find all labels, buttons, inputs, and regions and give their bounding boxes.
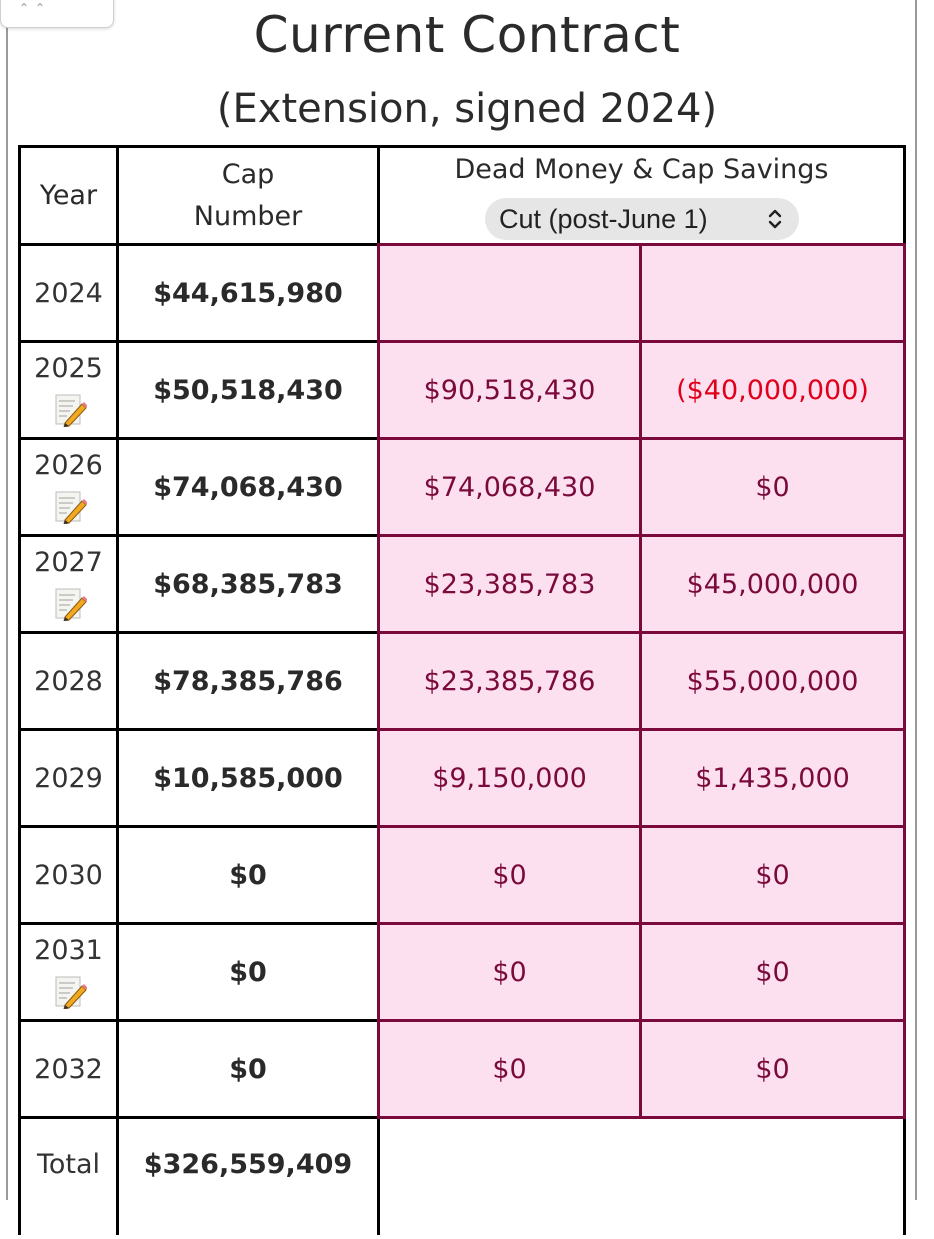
year-cell	[21, 925, 116, 1019]
dead-money-cell	[380, 440, 639, 534]
dead-money-value: $9,150,000	[432, 762, 587, 794]
scenario-select-value: Cut (post-June 1)	[499, 203, 708, 234]
year-cell	[21, 343, 116, 437]
year-label: 2028	[34, 665, 103, 697]
dead-money-cell	[380, 1022, 639, 1116]
header-year-label: Year	[39, 179, 98, 211]
header-dead-money	[380, 148, 903, 243]
year-cell	[21, 828, 116, 922]
dead-money-value: $0	[492, 956, 527, 988]
cap-savings-cell	[642, 925, 903, 1019]
pink-col-divider	[639, 243, 642, 1119]
cap-number-cell	[119, 343, 377, 437]
cap-savings-cell	[642, 246, 903, 340]
cap-savings-cell	[642, 1022, 903, 1116]
dead-money-value: $23,385,783	[423, 568, 596, 600]
year-label: 2024	[34, 277, 103, 309]
header-cap-number	[119, 148, 377, 243]
cap-savings-cell	[642, 440, 903, 534]
year-cell	[21, 440, 116, 534]
cap-number-value: $50,518,430	[153, 374, 343, 406]
year-cell	[21, 1022, 116, 1116]
chevron-icon: ⌃⌃	[19, 1, 52, 15]
dead-money-value: $74,068,430	[423, 471, 596, 503]
pink-col-divider	[903, 243, 906, 1119]
dead-money-value: $0	[492, 859, 527, 891]
year-cell	[21, 537, 116, 631]
memo-pencil-icon[interactable]	[55, 587, 87, 621]
total-label: Total	[36, 1149, 101, 1180]
year-cell	[21, 246, 116, 340]
dead-money-cell	[380, 634, 639, 728]
year-cell	[21, 634, 116, 728]
cap-savings-cell	[642, 828, 903, 922]
page-subtitle: (Extension, signed 2024)	[216, 86, 718, 132]
select-arrows-icon	[767, 204, 783, 234]
page-frame-left	[6, 0, 8, 1200]
cap-number-cell	[119, 634, 377, 728]
cap-savings-cell	[642, 343, 903, 437]
year-label: 2026	[34, 450, 103, 481]
pink-col-divider	[377, 243, 380, 1119]
cap-savings-value: ($40,000,000)	[676, 374, 869, 406]
dead-money-cell	[380, 537, 639, 631]
year-cell	[21, 731, 116, 825]
cap-savings-value: $0	[755, 956, 790, 988]
page-title: Current Contract	[253, 6, 681, 64]
contract-table	[18, 145, 906, 1235]
year-label: 2032	[34, 1053, 103, 1085]
cap-savings-value: $1,435,000	[695, 762, 850, 794]
cap-savings-value: $0	[755, 471, 790, 503]
page-frame-right	[915, 0, 917, 1200]
year-label: 2025	[34, 353, 103, 384]
memo-pencil-icon[interactable]	[55, 490, 87, 524]
cap-number-cell	[119, 925, 377, 1019]
total-empty-cell	[380, 1119, 903, 1239]
cap-savings-value: $0	[755, 1053, 790, 1085]
dead-money-value: $23,385,786	[423, 665, 596, 697]
total-cap-cell	[119, 1119, 377, 1239]
dead-money-value: $90,518,430	[423, 374, 596, 406]
cap-savings-cell	[642, 537, 903, 631]
cap-number-value: $44,615,980	[153, 277, 343, 309]
total-cap-value: $326,559,409	[143, 1149, 353, 1180]
cap-savings-cell	[642, 634, 903, 728]
header-year	[21, 148, 116, 243]
dead-money-cell	[380, 731, 639, 825]
cap-number-value: $74,068,430	[153, 471, 343, 503]
dead-money-cell	[380, 925, 639, 1019]
cap-number-cell	[119, 731, 377, 825]
cap-number-value: $68,385,783	[153, 568, 343, 600]
scenario-select[interactable]	[485, 198, 799, 240]
dead-money-cell	[380, 828, 639, 922]
total-label-cell	[21, 1119, 116, 1239]
year-label: 2031	[34, 935, 103, 966]
cap-number-value: $0	[229, 859, 267, 891]
cap-number-cell	[119, 537, 377, 631]
memo-pencil-icon[interactable]	[55, 975, 87, 1009]
cap-number-value: $78,385,786	[153, 665, 343, 697]
dead-money-cell	[380, 343, 639, 437]
cap-number-value: $10,585,000	[153, 762, 343, 794]
header-dead-money-label: Dead Money & Cap Savings	[454, 154, 829, 185]
cap-savings-value: $0	[755, 859, 790, 891]
header-cap-label-line2: Number	[193, 200, 303, 232]
cap-savings-value: $45,000,000	[686, 568, 859, 600]
cap-savings-cell	[642, 731, 903, 825]
cap-number-cell	[119, 828, 377, 922]
year-label: 2029	[34, 762, 103, 794]
year-label: 2030	[34, 859, 103, 891]
cap-number-cell	[119, 246, 377, 340]
dead-money-value: $0	[492, 1053, 527, 1085]
cap-number-cell	[119, 440, 377, 534]
year-label: 2027	[34, 547, 103, 578]
dead-money-cell	[380, 246, 639, 340]
memo-pencil-icon[interactable]	[55, 393, 87, 427]
cap-number-value: $0	[229, 1053, 267, 1085]
cap-number-cell	[119, 1022, 377, 1116]
cap-number-value: $0	[229, 956, 267, 988]
cap-savings-value: $55,000,000	[686, 665, 859, 697]
header-cap-label-line1: Cap	[221, 158, 275, 190]
